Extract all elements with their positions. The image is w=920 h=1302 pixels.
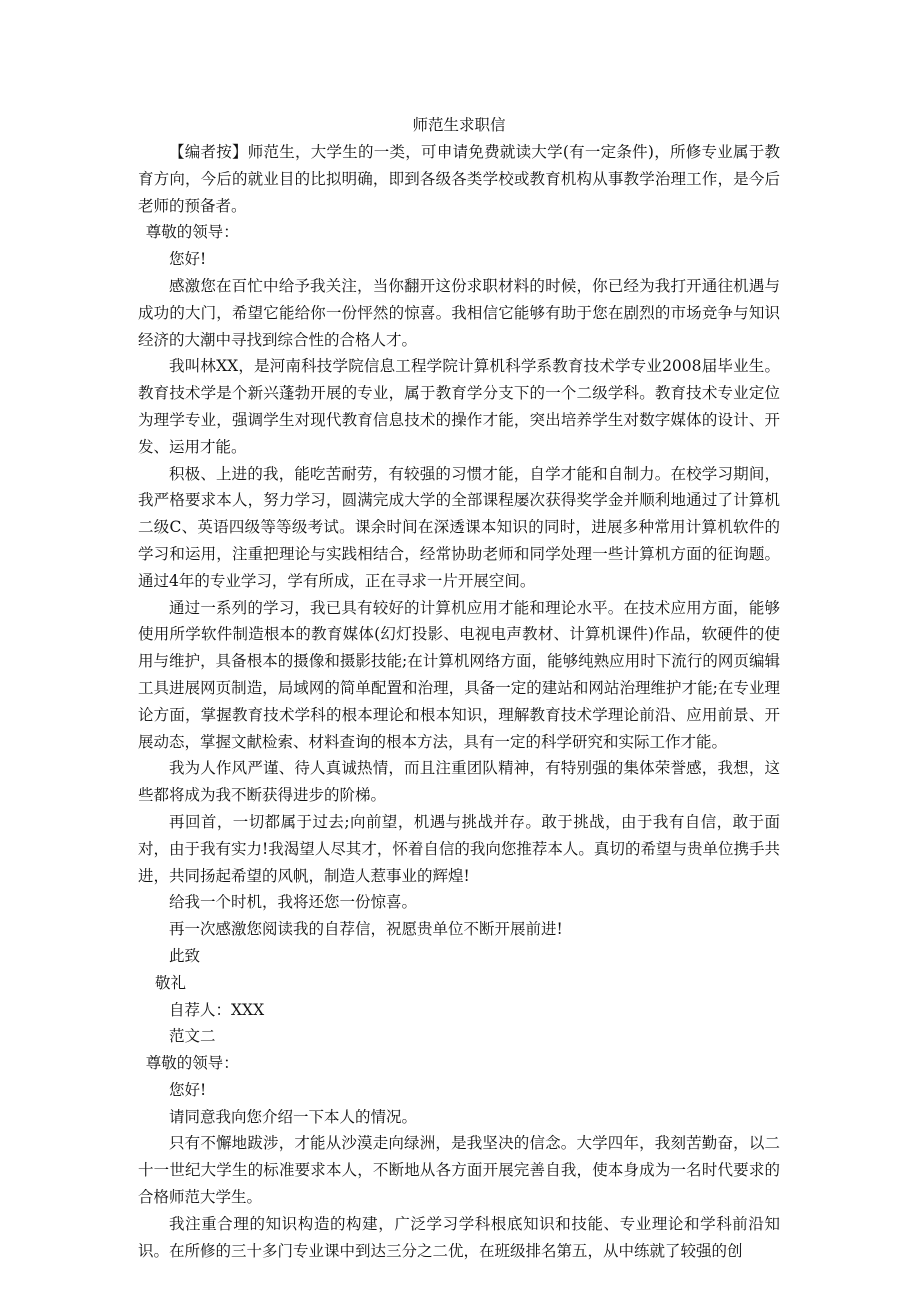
body-paragraph: 积极、上进的我，能吃苦耐劳，有较强的习惯才能，自学才能和自制力。在校学习期间，我严格要求本人，努力学习，圆满完成大学的全部课程屡次获得奖学金并顺利地通过了计算机二级C、英语四级等等级考试。课余时间在深透课本知识的同时，进展多种常用计算机软件的学习和运用，注重把理论与实践相结合，经常协助老师和同学处理一些计算机方面的征询题。通过4年的专业学习，学有所成，正在寻求一片开展空间。 — [138, 464, 780, 590]
section-label: 范文二 — [169, 1027, 216, 1046]
body-paragraph: 只有不懈地跋涉，才能从沙漠走向绿洲，是我坚决的信念。大学四年，我刻苦勤奋，以二十一世纪大学生的标准要求本人，不断地从各方面开展完善自我，使本身成为一名时代要求的合格师范大学生。 — [138, 1134, 780, 1207]
closing-salute: 敬礼 — [155, 973, 187, 992]
body-paragraph: 给我一个时机，我将还您一份惊喜。 — [169, 893, 418, 912]
document-title: 师范生求职信 — [412, 116, 506, 134]
body-paragraph: 通过一系列的学习，我已具有较好的计算机应用才能和理论水平。在技术应用方面，能够使用所学软件制造根本的教育媒体(幻灯投影、电视电声教材、计算机课件)作品，软硬件的使用与维护，具备根本的摄像和摄影技能;在计算机网络方面，能够纯熟应用时下流行的网页编辑工具进展网页制造，局域网的简单配置和治理，具备一定的建站和网站治理维护才能;在专业理论方面，掌握教育技术学科的根本理论和根本知识，理解教育技术学理论前沿、应用前景、开展动态，掌握文献检索、材料查询的根本方法，具有一定的科学研究和实际工作才能。 — [138, 598, 780, 751]
body-paragraph: 再回首，一切都属于过去;向前望，机遇与挑战并存。敢于挑战，由于我有自信，敢于面对，由于我有实力!我渴望人尽其才，怀着自信的我向您推荐本人。真切的希望与贵单位携手共进，共同扬起希望的风帆，制造人惹事业的辉煌! — [138, 812, 780, 885]
body-paragraph: 感激您在百忙中给予我关注，当你翻开这份求职材料的时候，你已经为我打开通往机遇与成功的大门，希望它能给你一份怦然的惊喜。我相信它能够有助于您在剧烈的市场竞争与知识经济的大潮中寻找到综合性的合格人才。 — [138, 276, 780, 349]
salutation: 尊敬的领导： — [145, 223, 239, 242]
body-paragraph: 再一次感激您阅读我的自荐信，祝愿贵单位不断开展前进! — [169, 920, 563, 939]
signature: 自荐人：XXX — [169, 1000, 265, 1019]
body-paragraph: 我为人作风严谨、待人真诚热情，而且注重团队精神，有特别强的集体荣誉感，我想，这些都将成为我不断获得进步的阶梯。 — [138, 759, 780, 805]
salutation: 尊敬的领导： — [145, 1054, 239, 1073]
greeting: 您好! — [169, 1080, 207, 1099]
body-paragraph: 我叫林XX，是河南科技学院信息工程学院计算机科学系教育技术学专业2008届毕业生。教育技术学是个新兴蓬勃开展的专业，属于教育学分支下的一个二级学科。教育技术专业定位为理学专业，强调学生对现代教育信息技术的操作才能，突出培养学生对数字媒体的设计、开发、运用才能。 — [138, 357, 780, 456]
editor-note: 【编者按】师范生，大学生的一类，可申请免费就读大学(有一定条件)，所修专业属于教育方向，今后的就业目的比拟明确，即到各级各类学校或教育机构从事教学治理工作，是今后老师的预备者。 — [138, 143, 780, 215]
body-paragraph: 请同意我向您介绍一下本人的情况。 — [169, 1107, 418, 1126]
closing-line: 此致 — [169, 946, 201, 965]
document-page — [138, 112, 780, 1264]
greeting: 您好! — [169, 250, 207, 269]
body-paragraph: 我注重合理的知识构造的构建，广泛学习学科根底知识和技能、专业理论和学科前沿知识。在所修的三十多门专业课中到达三分之二优，在班级排名第五，从中练就了较强的创 — [138, 1214, 780, 1260]
